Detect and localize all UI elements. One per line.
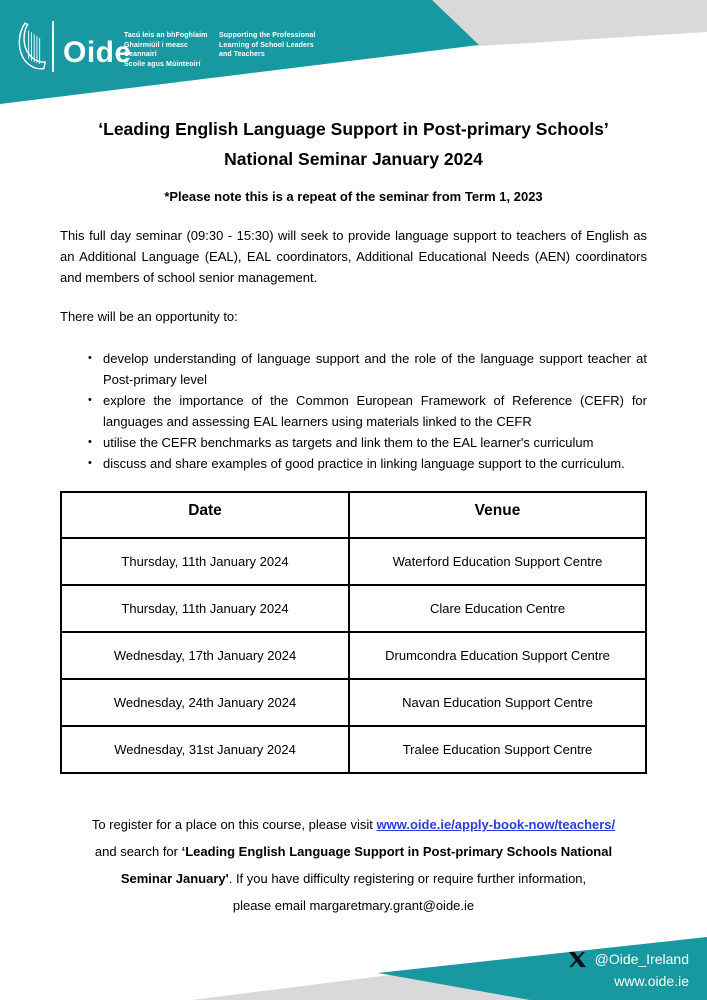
bullet-item: • utilise the CEFR benchmarks as targets and link them to the EAL learner's curriculum <box>88 432 647 453</box>
register-line2 <box>60 838 647 865</box>
tagline-english-line: Learning of School Leaders <box>219 41 314 49</box>
date-cell: Thursday, 11th January 2024 <box>61 585 349 632</box>
brand-logo-text: Oide <box>63 36 132 69</box>
table-row <box>61 726 646 773</box>
schedule-table <box>60 491 647 774</box>
register-line1-text: To register for a place on this course, please visit <box>91 817 377 832</box>
x-logo-icon <box>569 951 586 968</box>
table-row <box>61 585 646 632</box>
date-cell: Wednesday, 31st January 2024 <box>61 726 349 773</box>
table-row <box>61 632 646 679</box>
opportunity-heading: There will be an opportunity to: <box>60 309 238 324</box>
bullet-item: • discuss and share examples of good practice in linking language support to the curriculum. <box>88 453 647 474</box>
table-header-row <box>61 492 646 538</box>
tagline-english-line: and Teachers <box>219 51 265 58</box>
register-line3 <box>60 865 647 892</box>
venue-cell: Navan Education Support Centre <box>349 679 646 726</box>
register-paragraph <box>60 811 647 919</box>
tagline-irish-line: Tacú leis an bhFoghlaim <box>124 32 208 39</box>
date-cell: Thursday, 11th January 2024 <box>61 538 349 585</box>
venue-cell: Clare Education Centre <box>349 585 646 632</box>
date-cell: Wednesday, 17th January 2024 <box>61 632 349 679</box>
bullet-list <box>88 348 647 474</box>
seminar-note: *Please note this is a repeat of the seminar from Term 1, 2023 <box>164 189 543 204</box>
tagline-irish-line: Ghairmiúil i measc Ceannairí <box>124 41 189 58</box>
register-link[interactable]: www.oide.ie/apply-book-now/teachers/ <box>376 817 616 832</box>
x-handle[interactable]: @Oide_Ireland <box>594 951 689 967</box>
date-column-header: Date <box>61 492 349 538</box>
register-line3-bold: Seminar January' <box>120 871 229 886</box>
register-line3-text: . If you have difficulty registering or require further information, <box>228 871 587 886</box>
website-url[interactable]: www.oide.ie <box>614 973 689 989</box>
venue-cell: Tralee Education Support Centre <box>349 726 646 773</box>
tagline-english-line: Supporting the Professional <box>219 32 316 39</box>
venue-column-header: Venue <box>349 492 646 538</box>
intro-paragraph: This full day seminar (09:30 - 15:30) will seek to provide language support to teachers of English as an Additional Language (EAL), EAL coordinators, Additional Educational Needs (AEN) coordinators and members of school senior management. <box>60 228 647 285</box>
venue-cell: Waterford Education Support Centre <box>349 538 646 585</box>
page-title-line1: ‘Leading English Language Support in Post-primary Schools’ <box>98 119 609 139</box>
date-cell: Wednesday, 24th January 2024 <box>61 679 349 726</box>
bullet-item: • explore the importance of the Common European Framework of Reference (CEFR) for languages and assessing EAL learners using materials linked to the CEFR <box>88 390 647 432</box>
register-line2-bold: ‘Leading English Language Support in Post-primary Schools National <box>181 844 613 859</box>
register-line1 <box>60 811 647 838</box>
tagline-irish-line: Scoile agus Múinteoirí <box>124 60 201 68</box>
register-email-line: please email margaretmary.grant@oide.ie <box>232 898 475 913</box>
footer <box>569 948 689 992</box>
footer-social-line <box>569 948 689 970</box>
table-row <box>61 538 646 585</box>
table-row <box>61 679 646 726</box>
page-title <box>60 114 647 174</box>
page-title-line2: National Seminar January 2024 <box>224 149 483 169</box>
register-line2-text: and search for <box>94 844 182 859</box>
bullet-item: • develop understanding of language support and the role of the language support teacher at Post-primary level <box>88 348 647 390</box>
venue-cell: Drumcondra Education Support Centre <box>349 632 646 679</box>
